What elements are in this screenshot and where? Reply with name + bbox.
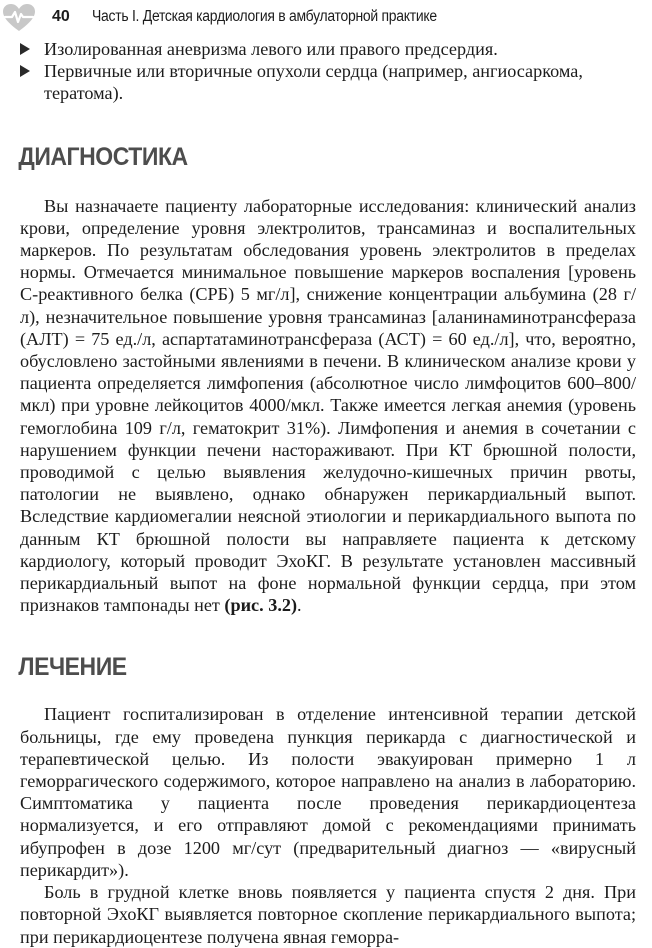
treatment-paragraph-2: Боль в грудной клетке вновь появляется у пациента спустя 2 дня. При повторной ЭхоКГ выявляется повторное скопление перикардиального выпота; при перикардиоцентезе получена явная геморра- <box>20 882 636 947</box>
triangle-bullet-icon <box>20 65 30 77</box>
sentence-end: . <box>297 595 302 616</box>
list-item <box>44 38 636 60</box>
figure-reference: (рис. 3.2) <box>224 595 298 616</box>
page-number: 40 <box>52 8 70 25</box>
bullet-list <box>0 38 652 105</box>
heart-pulse-icon <box>2 3 36 33</box>
section-heading-treatment: ЛЕЧЕНИЕ <box>18 653 127 682</box>
diagnostics-paragraph <box>0 195 652 617</box>
treatment-paragraph-1: Пациент госпитализирован в отделение интенсивной терапии детской больницы, где ему проведена пункция перикарда с диагностической и терапевтической целью. Из полости эвакуирован примерно 1 л геморрагического содержимого, которое направлено на анализ в лабораторию. Симптоматика у пациента после проведения перикардиоцентеза нормализуется, и его отправляют домой с рекомендациями принимать ибупрофен в дозе 1200 мг/сут (предварительный диагноз — «вирусный перикардит»). <box>20 704 636 880</box>
diagnostics-text: Вы назначаете пациенту лабораторные исследования: клинический анализ крови, определение уровня электролитов, трансаминаз и воспалительных маркеров. По результатам обследования уровень электролитов в пределах нормы. Отмечается минимальное повышение маркеров воспаления [уровень С-реактивного белка (СРБ) 5 мг/л], снижение концентрации альбумина (28 г/л), незначительное повышение уровня трансаминаз [аланинаминотрансфераза (АЛТ) = 75 ед./л, аспартатаминотрансфераза (АСТ) = 60 ед./л], что, вероятно, обусловлено застойными явлениями в печени. В клиническом анализе крови у пациента определяется лимфопения (абсолютное число лимфоцитов 600–800/мкл) при уровне лейкоцитов 4000/мкл. Также имеется легкая анемия (уровень гемоглобина 109 г/л, гематокрит 31%). Лимфопения и анемия в сочетании с нарушением функции печени настораживают. При КТ брюшной полости, проводимой с целью выявления желудочно-кишечных причин рвоты, патологии не выявлено, однако обнаружен перикардиальный выпот. Вследствие кардиомегалии неясной этиологии и перикардиального выпота по данным КТ брюшной полости вы направляете пациента к детскому кардиологу, который проводит ЭхоКГ. В результате установлен массивный перикардиальный выпот на фоне нормальной функции сердца, при этом признаков тампонады нет <box>20 195 636 616</box>
list-item-text: Первичные или вторичные опухоли сердца (например, ангиосаркома, тератома). <box>44 61 583 104</box>
page-header <box>0 0 652 36</box>
section-heading-diagnostics: ДИАГНОСТИКА <box>18 142 188 171</box>
page-content <box>0 38 652 948</box>
running-head: Часть I. Детская кардиология в амбулаторной практике <box>92 8 437 25</box>
triangle-bullet-icon <box>20 43 30 55</box>
list-item-text: Изолированная аневризма левого или правого предсердия. <box>44 39 498 59</box>
list-item <box>44 60 636 104</box>
